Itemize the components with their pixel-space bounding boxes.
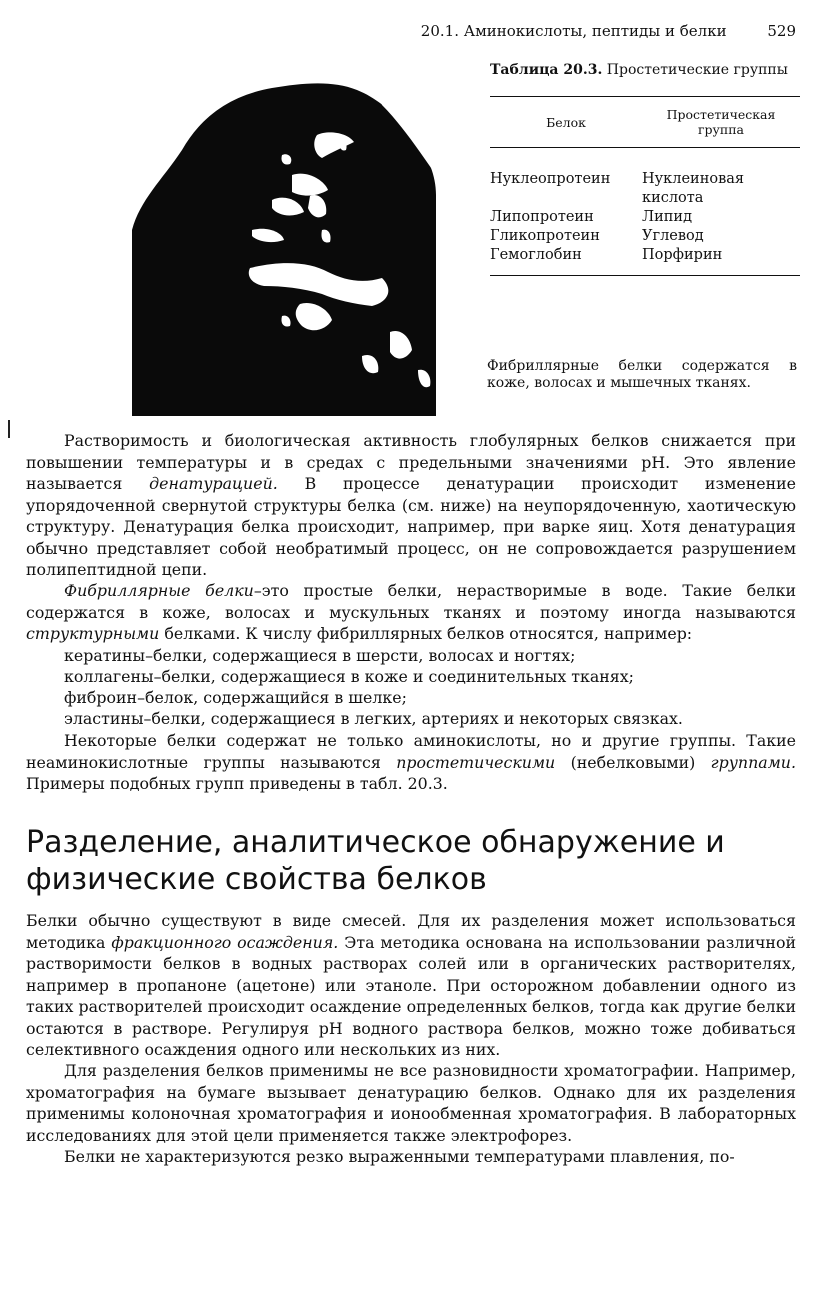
term-structural: структурными <box>26 624 160 643</box>
paragraph-denaturation <box>26 430 796 581</box>
page-number: 529 <box>767 22 796 40</box>
table-row <box>490 208 800 227</box>
list-item: кератины–белки, содержащиеся в шерсти, волосах и ногтях; <box>64 646 576 665</box>
margin-mark <box>8 420 10 438</box>
paragraph-fibrillar <box>26 580 796 645</box>
table-cell: Нуклеиновая кислота <box>642 171 745 206</box>
table-cell: Гемоглобин <box>490 246 642 276</box>
table-cell: Углевод <box>642 228 704 244</box>
table-header-row <box>490 97 800 148</box>
table-cell: Порфирин <box>642 246 800 276</box>
term-fibrillar: Фибриллярные белки <box>64 581 254 600</box>
table-header-group: Простетическая группа <box>642 97 800 148</box>
p4-text-end: Эта методика основана на использовании различной растворимости белков в водных растворах солей или в органических растворителях, например в пропаноне (ацетоне) или этаноле. При осторожном добавлении одного из таких растворителей происходит осаждение определенных белков, тогда как другие белки остаются в растворе. Регулируя pH водного раствора белков, можно тоже добиваться селективного осаждения одного или нескольких из них. <box>26 932 796 1059</box>
term-fractional-precipitation: фракционного осаждения. <box>111 932 339 952</box>
p1-text-end: В процессе денатурации происходит изменение упорядоченной свернутой структуры белка (см. ниже) на неупорядоченную, хаотическую структуру. Денатурация белка происходит, например, при варке яиц. Хотя денатурация обычно представляет собой необратимый процесс, он не сопровождается разрушением полипептидной цепи. <box>26 474 796 579</box>
list-item: фиброин–белок, содержащийся в шелке; <box>64 688 407 707</box>
paragraph-chromatography: Для разделения белков применимы не все разновидности хроматографии. Например, хроматография на бумаге вызывает денатурацию белков. Однако для их разделения применимы колоночная хроматография и ионообменная хроматография. В лабораторных исследованиях для этой цели применяется также электрофорез. <box>26 1061 796 1145</box>
hair-photo <box>132 80 436 416</box>
running-head-section: 20.1. Аминокислоты, пептиды и белки <box>420 22 727 40</box>
table-cell: Нуклеопротеин <box>490 171 611 187</box>
running-head <box>0 22 796 40</box>
term-prosthetic: простетическими <box>396 752 556 772</box>
p3-text-start: Некоторые белки содержат не только аминокислоты, но и другие группы. Такие неаминокислотные группы называются <box>26 731 796 772</box>
table-caption: Простетические группы <box>606 62 788 78</box>
p4-text-start: Белки обычно существуют в виде смесей. Для их разделения может использоваться методика <box>26 911 796 952</box>
table-label: Таблица 20.3. <box>490 62 603 78</box>
p2-text-mid: –это простые белки, нерастворимые в воде. Такие белки содержатся в коже, волосах и мускульных тканях и поэтому иногда называются <box>26 581 796 622</box>
term-denaturation: денатурацией. <box>149 474 278 493</box>
p1-text-start: Растворимость и биологическая активность глобулярных белков снижается при повышении температуры и в средах с предельными значениями pH. Это явление называется <box>26 431 796 493</box>
table-cell: Гликопротеин <box>490 228 600 244</box>
figure-caption: Фибриллярные белки содержатся в коже, волосах и мышечных тканях. <box>487 358 797 391</box>
list-item: эластины–белки, содержащиеся в легких, артериях и некоторых связках. <box>64 709 683 728</box>
section-heading: Разделение, аналитическое обнаружение и физические свойства белков <box>26 825 725 897</box>
table-title <box>490 62 800 78</box>
table-cell: Липид <box>642 209 693 225</box>
table-header-protein: Белок <box>490 97 642 148</box>
table-row <box>490 227 800 246</box>
paragraph-melting: Белки не характеризуются резко выраженными температурами плавления, по- <box>64 1147 735 1166</box>
table-cell: Липопротеин <box>490 209 594 225</box>
list-item: коллагены–белки, содержащиеся в коже и соединительных тканях; <box>64 667 635 686</box>
term-groups: группами. <box>710 752 796 772</box>
table-row <box>490 148 800 209</box>
p3-text-end: Примеры подобных групп приведены в табл. 20.3. <box>26 774 448 793</box>
paragraph-prosthetic <box>26 730 796 795</box>
table-row <box>490 246 800 276</box>
p3-text-mid: (небелковыми) <box>555 752 711 772</box>
p2-text-end: белками. К числу фибриллярных белков относятся, например: <box>159 624 693 643</box>
prosthetic-groups-table <box>490 96 800 276</box>
paragraph-fractional-precipitation <box>26 910 796 1061</box>
